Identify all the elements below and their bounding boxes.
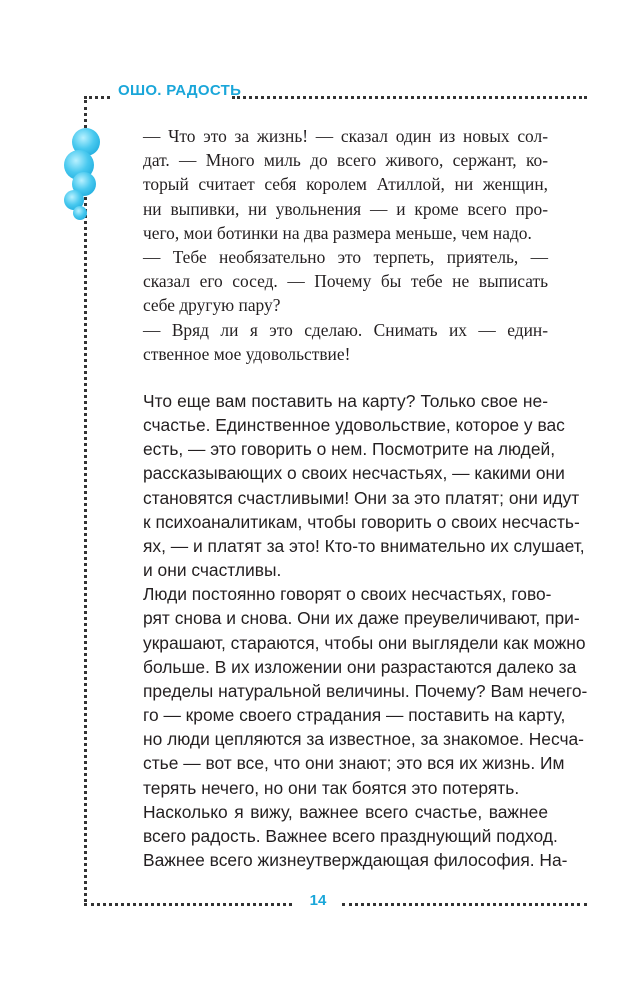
dialogue-paragraph [117, 318, 548, 366]
page-number: 14 [309, 892, 327, 909]
text-line: и они счастливы. [143, 560, 282, 581]
text-line: сказал его сосед. — Почему бы тебе не выписать [143, 271, 548, 292]
text-line: Что еще вам поставить на карту? Только свое не- [143, 391, 548, 411]
text-line: Важнее всего жизнеутверждающая философия. На- [143, 849, 568, 870]
text-line: есть, — это говорить о нем. Посмотрите на людей, [143, 439, 556, 460]
text-line: ях, — и платят за это! Кто-то внимательно их слушает, [143, 535, 585, 556]
text-line: Люди постоянно говорят о своих несчастьях, гово- [143, 584, 552, 605]
text-line: терять нечего, но они так боятся это потерять. [143, 777, 520, 798]
text-line: всего радость. Важнее всего празднующий подход. [143, 825, 558, 846]
text-line: го — кроме своего страдания — поставить на карту, [143, 705, 566, 726]
text-line: Насколько я вижу, важнее всего счастье, важнее [143, 801, 548, 822]
bubble-icon [73, 206, 87, 220]
text-line: украшают, стараются, чтобы они выглядели как можно [143, 632, 586, 653]
text-line: но люди цепляются за известное, за знакомое. Несча- [143, 729, 584, 750]
header-dotted-rule-right [232, 96, 587, 99]
footer-dotted-rule-right [342, 903, 587, 906]
text-line: больше. В их изложении они разрастаются далеко за [143, 656, 577, 677]
margin-dotted-rule [84, 100, 87, 902]
text-line: — Что это за жизнь! — сказал один из новых сол- [143, 126, 548, 146]
dialogue-paragraph [117, 124, 548, 245]
body-paragraph [117, 582, 588, 799]
body-paragraph [117, 800, 568, 872]
text-line: к психоаналитикам, чтобы говорить о своих несчасть- [143, 511, 580, 532]
text-line: себе другую пару? [143, 295, 281, 316]
text-line: дат. — Много миль до всего живого, сержант, ко- [143, 150, 548, 171]
text-line: ни выпивки, ни увольнения — и кроме всего про- [143, 198, 548, 219]
dialogue-paragraph [117, 245, 548, 318]
text-line: ственное мое удовольствие! [143, 343, 351, 364]
quoted-dialogue [117, 124, 548, 366]
text-line: рят снова и снова. Они их даже преувеличивают, при- [143, 608, 580, 629]
text-line: торый считает себя королем Атиллой, ни женщин, [143, 174, 548, 195]
header-dotted-rule-left [84, 96, 110, 99]
text-line: рассказывающих о своих несчастьях, — какими они [143, 463, 565, 484]
text-line: стье — вот все, что они знают; это вся их жизнь. Им [143, 753, 565, 774]
body-text [117, 389, 588, 872]
text-line: — Тебе необязательно это терпеть, приятель, — [143, 247, 548, 268]
text-line: становятся счастливыми! Они за это платят; они идут [143, 487, 580, 508]
body-paragraph [117, 389, 585, 582]
text-line: счастье. Единственное удовольствие, которое у вас [143, 415, 565, 436]
text-line: пределы натуральной величины. Почему? Вам нечего- [143, 680, 588, 701]
running-header-title: ОШО. РАДОСТЬ [118, 82, 242, 99]
text-line: чего, мои ботинки на два размера меньше, чем надо. [143, 222, 532, 243]
text-line: — Вряд ли я это сделаю. Снимать их — един- [143, 319, 548, 340]
footer-dotted-rule-left [84, 903, 292, 906]
